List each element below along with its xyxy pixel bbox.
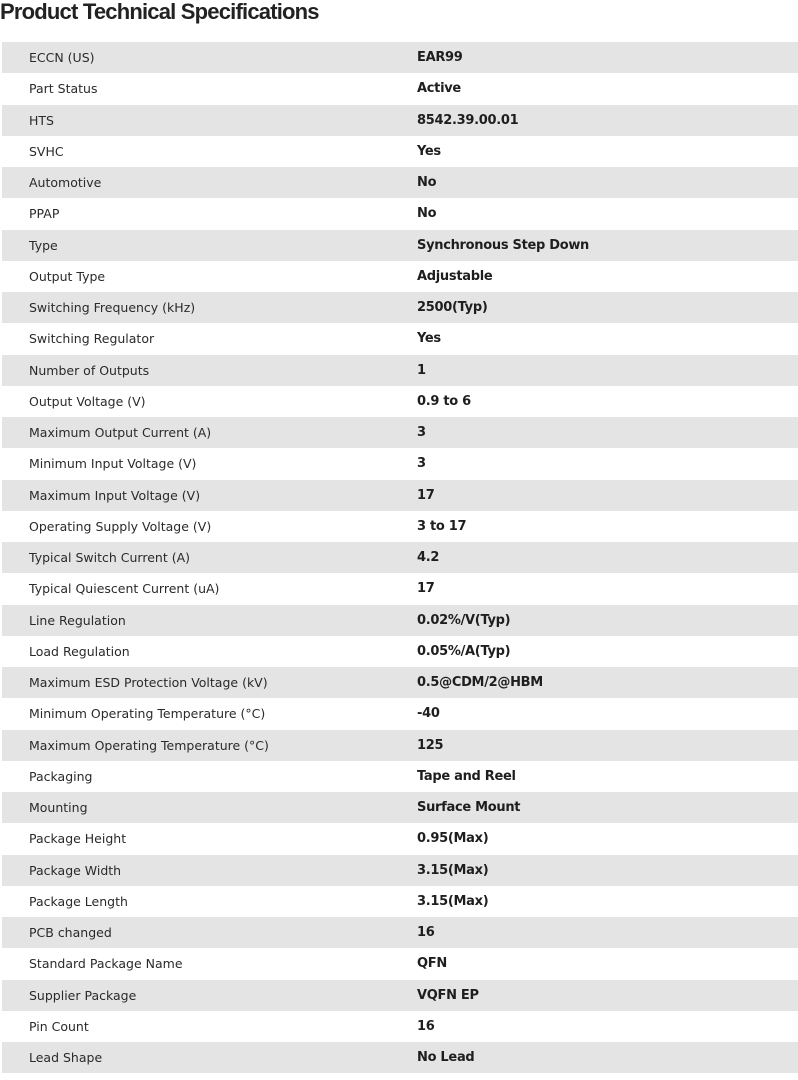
spec-value: Adjustable xyxy=(417,268,493,284)
spec-value: EAR99 xyxy=(417,50,463,66)
spec-label: Line Regulation xyxy=(29,612,126,628)
spec-row xyxy=(2,823,798,854)
spec-label: HTS xyxy=(29,112,54,128)
spec-value: 3 xyxy=(417,425,426,441)
spec-value: Yes xyxy=(417,143,441,159)
spec-row xyxy=(2,323,798,354)
spec-value: Yes xyxy=(417,331,441,347)
spec-value: QFN xyxy=(417,956,447,972)
spec-value: 17 xyxy=(417,487,435,503)
spec-label: Package Length xyxy=(29,893,128,909)
spec-label: Maximum ESD Protection Voltage (kV) xyxy=(29,675,268,691)
spec-label: Output Voltage (V) xyxy=(29,393,146,409)
spec-label: Minimum Operating Temperature (°C) xyxy=(29,706,266,722)
spec-label: SVHC xyxy=(29,143,64,159)
spec-label: Switching Regulator xyxy=(29,331,155,347)
spec-row xyxy=(2,667,798,698)
spec-row xyxy=(2,511,798,542)
spec-value: Surface Mount xyxy=(417,800,521,816)
spec-row xyxy=(2,917,798,948)
spec-row xyxy=(2,886,798,917)
spec-row xyxy=(2,730,798,761)
spec-row xyxy=(2,542,798,573)
spec-value: No xyxy=(417,175,437,191)
spec-row xyxy=(2,167,798,198)
spec-row xyxy=(2,73,798,104)
spec-label: Pin Count xyxy=(29,1018,89,1034)
spec-value: Synchronous Step Down xyxy=(417,237,590,253)
spec-row xyxy=(2,792,798,823)
spec-label: Maximum Input Voltage (V) xyxy=(29,487,201,503)
spec-value: -40 xyxy=(417,706,440,722)
spec-row xyxy=(2,761,798,792)
spec-label: Supplier Package xyxy=(29,987,137,1003)
spec-label: Maximum Operating Temperature (°C) xyxy=(29,737,269,753)
spec-row xyxy=(2,1042,798,1073)
spec-label: Standard Package Name xyxy=(29,956,183,972)
spec-value: No Lead xyxy=(417,1050,475,1066)
spec-label: ECCN (US) xyxy=(29,50,95,66)
spec-label: Typical Quiescent Current (uA) xyxy=(29,581,220,597)
spec-value: 17 xyxy=(417,581,435,597)
spec-value: 125 xyxy=(417,737,444,753)
spec-row xyxy=(2,480,798,511)
spec-row xyxy=(2,855,798,886)
spec-value: 3 xyxy=(417,456,426,472)
spec-value: 0.05%/A(Typ) xyxy=(417,643,511,659)
spec-label: Automotive xyxy=(29,175,102,191)
spec-value: 0.95(Max) xyxy=(417,831,489,847)
spec-value: Tape and Reel xyxy=(417,768,516,784)
spec-value: 3.15(Max) xyxy=(417,862,489,878)
spec-label: PCB changed xyxy=(29,925,112,941)
spec-label: PPAP xyxy=(29,206,60,222)
spec-row xyxy=(2,417,798,448)
spec-label: Operating Supply Voltage (V) xyxy=(29,518,212,534)
spec-row xyxy=(2,292,798,323)
spec-row xyxy=(2,573,798,604)
spec-value: VQFN EP xyxy=(417,987,479,1003)
spec-label: Part Status xyxy=(29,81,98,97)
spec-row xyxy=(2,948,798,979)
spec-label: Load Regulation xyxy=(29,643,130,659)
spec-row xyxy=(2,261,798,292)
spec-value: Active xyxy=(417,81,461,97)
spec-label: Packaging xyxy=(29,768,93,784)
spec-row xyxy=(2,42,798,73)
spec-label: Number of Outputs xyxy=(29,362,150,378)
spec-row xyxy=(2,1011,798,1042)
spec-label: Package Width xyxy=(29,862,122,878)
spec-value: 3.15(Max) xyxy=(417,893,489,909)
spec-row xyxy=(2,105,798,136)
spec-row xyxy=(2,448,798,479)
spec-label: Mounting xyxy=(29,800,88,816)
spec-row xyxy=(2,698,798,729)
spec-row xyxy=(2,198,798,229)
spec-value: 3 to 17 xyxy=(417,518,467,534)
spec-value: 4.2 xyxy=(417,550,440,566)
spec-value: No xyxy=(417,206,437,222)
spec-label: Typical Switch Current (A) xyxy=(29,550,190,566)
spec-row xyxy=(2,386,798,417)
spec-label: Minimum Input Voltage (V) xyxy=(29,456,197,472)
spec-value: 0.5@CDM/2@HBM xyxy=(417,675,543,691)
spec-value: 16 xyxy=(417,1018,435,1034)
spec-label: Type xyxy=(29,237,58,253)
spec-value: 0.02%/V(Typ) xyxy=(417,612,511,628)
spec-value: 1 xyxy=(417,362,426,378)
spec-row xyxy=(2,636,798,667)
spec-label: Lead Shape xyxy=(29,1050,103,1066)
spec-value: 8542.39.00.01 xyxy=(417,112,519,128)
spec-label: Switching Frequency (kHz) xyxy=(29,300,196,316)
spec-table xyxy=(2,42,798,1073)
spec-row xyxy=(2,355,798,386)
spec-value: 0.9 to 6 xyxy=(417,393,471,409)
page-title: Product Technical Specifications xyxy=(0,0,319,24)
spec-row xyxy=(2,605,798,636)
spec-value: 2500(Typ) xyxy=(417,300,488,316)
spec-label: Output Type xyxy=(29,268,106,284)
spec-row xyxy=(2,136,798,167)
spec-label: Package Height xyxy=(29,831,127,847)
spec-row xyxy=(2,230,798,261)
spec-label: Maximum Output Current (A) xyxy=(29,425,212,441)
spec-row xyxy=(2,980,798,1011)
spec-value: 16 xyxy=(417,925,435,941)
